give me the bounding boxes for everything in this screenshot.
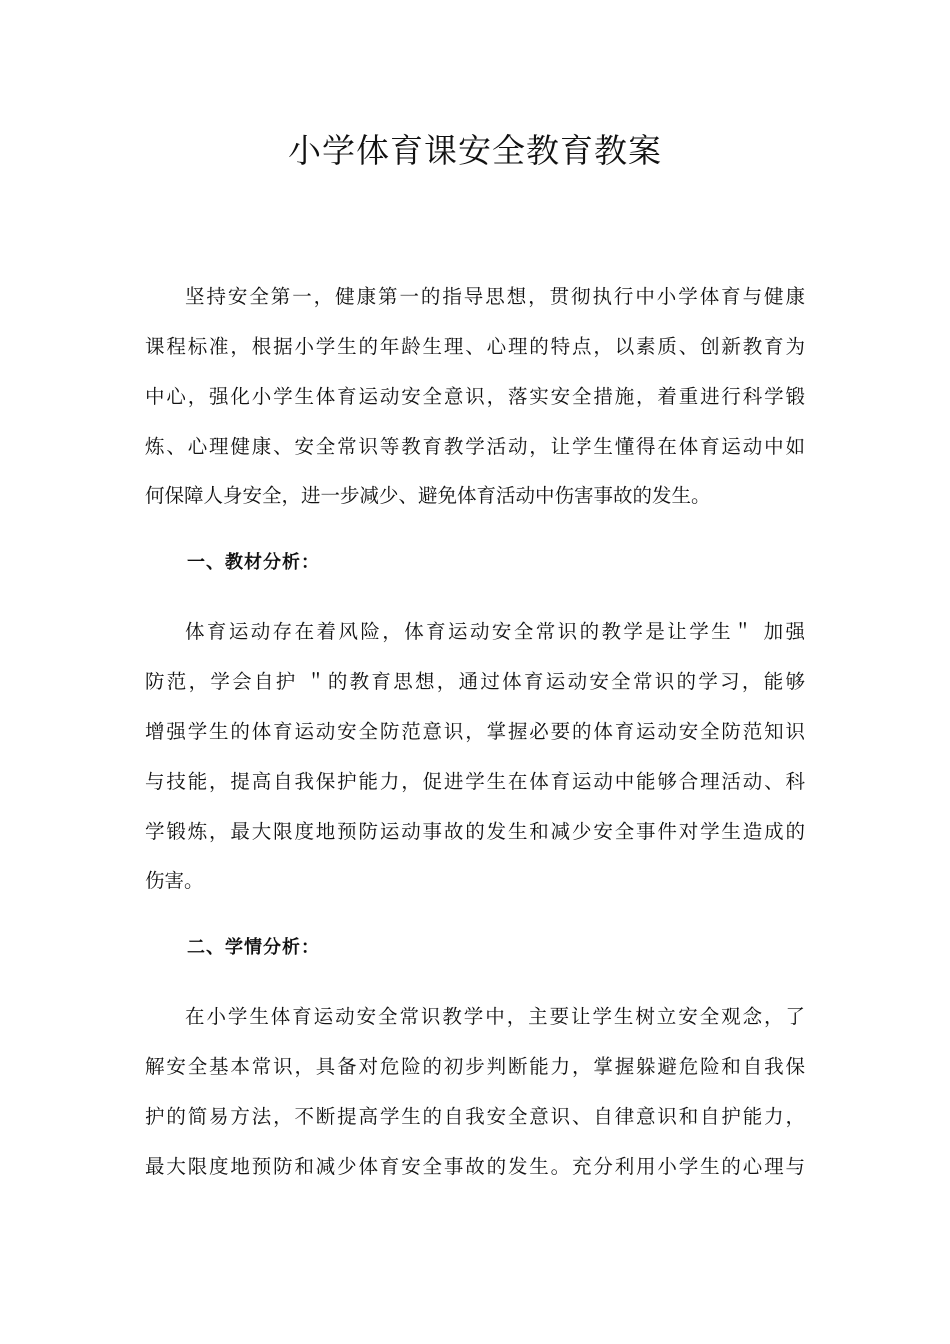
section1-line: 增强学生的体育运动安全防范意识，掌握必要的体育运动安全防范知识 bbox=[145, 720, 805, 743]
section1-line: 伤害。 bbox=[145, 869, 204, 892]
section2-line: 解安全基本常识，具备对危险的初步判断能力，掌握躲避危险和自我保 bbox=[145, 1055, 805, 1078]
section2-line: 在小学生体育运动安全常识教学中，主要让学生树立安全观念，了 bbox=[185, 1005, 805, 1028]
section-heading-materials: 一、教材分析： bbox=[187, 552, 320, 573]
intro-line: 课程标准，根据小学生的年龄生理、心理的特点，以素质、创新教育为 bbox=[145, 335, 805, 358]
intro-line: 何保障人身安全，进一步减少、避免体育活动中伤害事故的发生。 bbox=[145, 484, 711, 507]
intro-line: 坚持安全第一，健康第一的指导思想，贯彻执行中小学体育与健康 bbox=[185, 285, 805, 308]
section1-line: 体育运动存在着风险，体育运动安全常识的教学是让学生＂ 加强 bbox=[185, 620, 805, 643]
intro-line: 中心，强化小学生体育运动安全意识，落实安全措施，着重进行科学锻 bbox=[145, 385, 805, 408]
document-title: 小学体育课安全教育教案 bbox=[288, 131, 662, 170]
section1-line: 与技能，提高自我保护能力，促进学生在体育运动中能够合理活动、科 bbox=[145, 770, 805, 793]
section2-line: 最大限度地预防和减少体育安全事故的发生。充分利用小学生的心理与 bbox=[145, 1155, 805, 1178]
section1-line: 学锻炼，最大限度地预防运动事故的发生和减少安全事件对学生造成的 bbox=[145, 820, 805, 843]
section1-line: 防范，学会自护 ＂的教育思想，通过体育运动安全常识的学习，能够 bbox=[145, 670, 805, 693]
section-heading-learners: 二、学情分析： bbox=[187, 937, 320, 958]
intro-line: 炼、心理健康、安全常识等教育教学活动，让学生懂得在体育运动中如 bbox=[145, 435, 805, 458]
section2-line: 护的简易方法，不断提高学生的自我安全意识、自律意识和自护能力， bbox=[145, 1105, 805, 1128]
